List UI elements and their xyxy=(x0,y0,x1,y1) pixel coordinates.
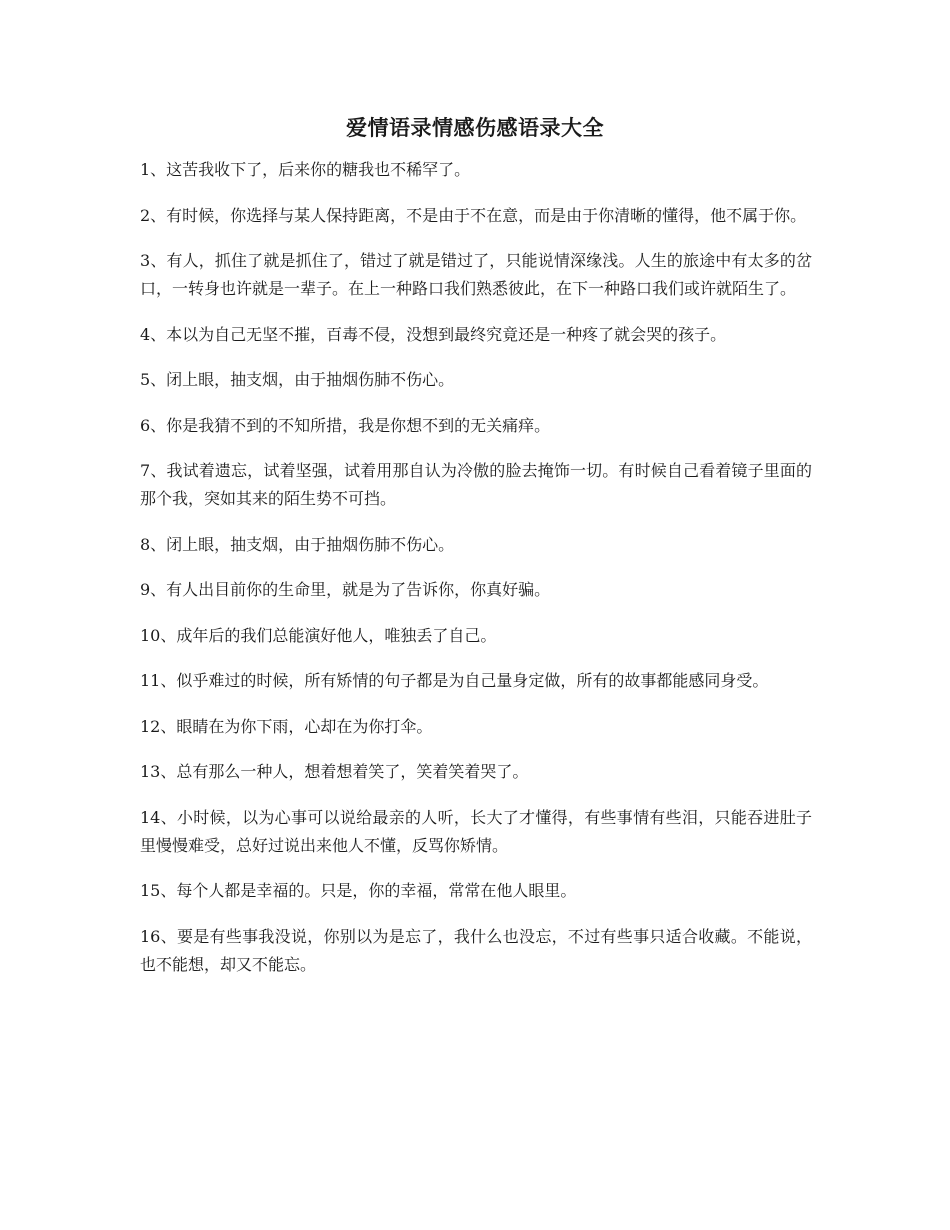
quote-item-1: 1、这苦我收下了，后来你的糖我也不稀罕了。 xyxy=(140,160,471,179)
quote-item-8: 8、闭上眼，抽支烟，由于抽烟伤肺不伤心。 xyxy=(140,534,455,554)
quote-item-3: 3、有人，抓住了就是抓住了，错过了就是错过了，只能说情深缘浅。人生的旅途中有太多的岔口，一转身也许就是一辈子。在上一种路口我们熟悉彼此，在下一种路口我们或许就陌生了。 xyxy=(140,251,812,298)
document-body xyxy=(140,156,812,996)
quote-item-16: 16、要是有些事我没说，你别以为是忘了，我什么也没忘，不过有些事只适合收藏。不能说，也不能想，却又不能忘。 xyxy=(140,926,812,974)
quote-item-13: 13、总有那么一种人，想着想着笑了，笑着笑着哭了。 xyxy=(140,762,529,781)
quote-item-15: 15、每个人都是幸福的。只是，你的幸福，常常在他人眼里。 xyxy=(140,881,577,900)
quote-item-5: 5、闭上眼，抽支烟，由于抽烟伤肺不伤心。 xyxy=(140,370,455,389)
quote-item-2: 2、有时候，你选择与某人保持距离，不是由于不在意，而是由于你清晰的懂得，他不属于你。 xyxy=(140,205,807,225)
quote-item-6: 6、你是我猜不到的不知所措，我是你想不到的无关痛痒。 xyxy=(140,415,551,435)
quote-item-4: 4、本以为自己无坚不摧，百毒不侵，没想到最终究竟还是一种疼了就会哭的孩子。 xyxy=(140,324,727,344)
quote-item-7: 7、我试着遗忘，试着坚强，试着用那自认为冷傲的脸去掩饰一切。有时候自己看着镜子里面的那个我，突如其来的陌生势不可挡。 xyxy=(140,461,812,508)
document-title: 爱情语录情感伤感语录大全 xyxy=(346,115,604,140)
quote-item-9: 9、有人出目前你的生命里，就是为了告诉你，你真好骗。 xyxy=(140,580,551,599)
quote-item-10: 10、成年后的我们总能演好他人，唯独丢了自己。 xyxy=(140,625,497,645)
quote-item-11: 11、似乎难过的时候，所有矫情的句子都是为自己量身定做，所有的故事都能感同身受。 xyxy=(140,671,769,690)
quote-item-12: 12、眼睛在为你下雨，心却在为你打伞。 xyxy=(140,716,433,736)
quote-item-14: 14、小时候，以为心事可以说给最亲的人听，长大了才懂得，有些事情有些泪，只能吞进肚子里慢慢难受，总好过说出来他人不懂，反骂你矫情。 xyxy=(140,807,812,855)
